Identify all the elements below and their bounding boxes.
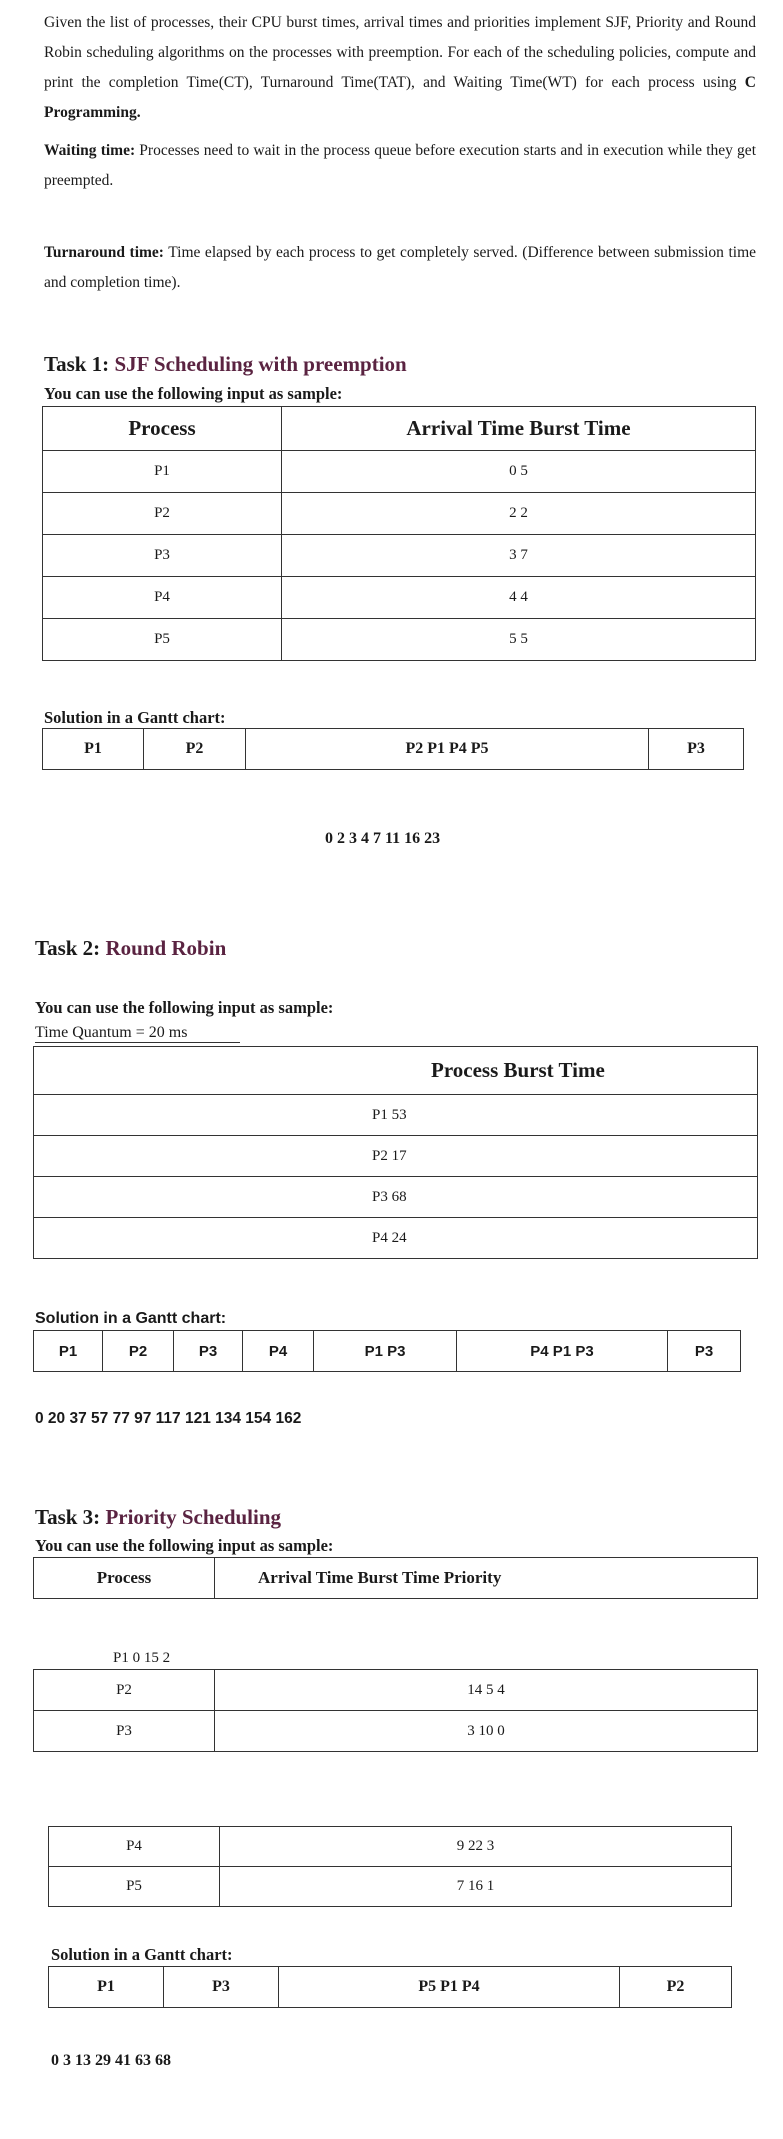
task3-row-p4-process: P4 — [49, 1827, 220, 1867]
task3-table-a — [33, 1669, 758, 1752]
task1-heading — [44, 352, 407, 377]
task2-title: Round Robin — [105, 936, 227, 960]
task2-header: Process Burst Time — [34, 1047, 758, 1095]
task1-row2-values: 2 2 — [282, 493, 756, 535]
task3-gantt-chart — [48, 1966, 732, 2008]
table-row — [34, 1711, 758, 1752]
turnaround-paragraph — [44, 238, 756, 298]
table-row — [34, 1136, 758, 1177]
task1-solution-label: Solution in a Gantt chart: — [44, 708, 226, 727]
gantt-cell: P1 — [34, 1331, 103, 1371]
task2-gantt-times: 0 20 37 57 77 97 117 121 134 154 162 — [35, 1410, 302, 1427]
table-row — [43, 577, 756, 619]
task1-row3-values: 3 7 — [282, 535, 756, 577]
task3-title: Priority Scheduling — [105, 1505, 282, 1529]
task3-row-p3-process: P3 — [34, 1711, 215, 1752]
gantt-cell: P2 — [144, 729, 246, 769]
task2-solution-label: Solution in a Gantt chart: — [35, 1310, 227, 1327]
task3-loose-row: P1 0 15 2 — [113, 1650, 171, 1666]
task3-row-p3-values: 3 10 0 — [215, 1711, 758, 1752]
task2-label: Task 2: — [35, 936, 106, 960]
task2-time-quantum: Time Quantum = 20 ms — [35, 1024, 240, 1043]
task3-gantt-times: 0 3 13 29 41 63 68 — [51, 2052, 171, 2069]
gantt-cell: P3 — [687, 740, 705, 757]
task3-row-p4-values: 9 22 3 — [220, 1827, 732, 1867]
task1-row4-values: 4 4 — [282, 577, 756, 619]
turnaround-label: Turnaround time: — [44, 244, 164, 261]
task3-sample-label: You can use the following input as sample: — [35, 1536, 334, 1555]
task3-header-process: Process — [34, 1558, 215, 1599]
task1-table — [42, 406, 756, 661]
table-row — [34, 1670, 758, 1711]
intro-text: Given the list of processes, their CPU burst times, arrival times and priorities implement SJF, Priority and Round Robin scheduling algorithms on the processes with preemption. For each of the scheduling policies, compute and print the completion Time(CT), Turnaround Time(TAT), and Waiting Time(WT) for each process using — [44, 14, 756, 91]
task3-header-row — [34, 1558, 758, 1599]
table-row — [43, 493, 756, 535]
task1-row2-process: P2 — [43, 493, 282, 535]
task1-row1-process: P1 — [43, 451, 282, 493]
waiting-time-text: Processes need to wait in the process queue before execution starts and in execution while they get preempted. — [44, 142, 756, 189]
task2-row4: P4 24 — [34, 1218, 758, 1259]
gantt-cell: P2 P1 P4 P5 — [246, 729, 649, 769]
task1-row1-values: 0 5 — [282, 451, 756, 493]
turnaround-text: Time elapsed by each process to get completely served. (Difference between submission time and completion time). — [44, 244, 757, 291]
gantt-cell: P4 — [243, 1331, 314, 1371]
task3-row-p2-process: P2 — [34, 1670, 215, 1711]
task2-sample-label: You can use the following input as sample: — [35, 998, 334, 1017]
table-row — [34, 1177, 758, 1218]
gantt-cell: P1 P3 — [314, 1331, 457, 1371]
task2-gantt-chart — [33, 1330, 741, 1372]
gantt-cell: P1 — [43, 729, 144, 769]
table-row — [49, 1867, 732, 1907]
task1-sample-label: You can use the following input as sample: — [44, 384, 343, 403]
table-row — [43, 619, 756, 661]
waiting-time-paragraph — [44, 136, 756, 196]
gantt-cell: P2 — [103, 1331, 174, 1371]
task1-label: Task 1: — [44, 352, 115, 376]
task2-row1: P1 53 — [34, 1095, 758, 1136]
task1-header-row — [43, 407, 756, 451]
task2-heading — [35, 936, 226, 961]
task3-row-p2-values: 14 5 4 — [215, 1670, 758, 1711]
task1-gantt-chart — [42, 728, 744, 770]
task1-row4-process: P4 — [43, 577, 282, 619]
gantt-cell: P4 P1 P3 — [457, 1331, 668, 1371]
task2-row3: P3 68 — [34, 1177, 758, 1218]
task3-label: Task 3: — [35, 1505, 106, 1529]
task3-table-b — [48, 1826, 732, 1907]
task3-solution-label: Solution in a Gantt chart: — [51, 1945, 233, 1964]
task3-header-values: Arrival Time Burst Time Priority — [215, 1558, 758, 1599]
table-row — [49, 1827, 732, 1867]
task2-header-row — [34, 1047, 758, 1095]
task1-row3-process: P3 — [43, 535, 282, 577]
intro-language: C Programming. — [44, 74, 756, 121]
waiting-time-label: Waiting time: — [44, 142, 136, 159]
gantt-cell: P1 — [49, 1967, 164, 2007]
gantt-cell: P3 — [164, 1967, 279, 2007]
task3-header-table — [33, 1557, 758, 1599]
table-row — [43, 451, 756, 493]
task1-row5-values: 5 5 — [282, 619, 756, 661]
task1-row5-process: P5 — [43, 619, 282, 661]
table-row — [34, 1095, 758, 1136]
table-row — [43, 535, 756, 577]
task1-header-process: Process — [43, 407, 282, 451]
task3-row-p5-values: 7 16 1 — [220, 1867, 732, 1907]
gantt-cell: P3 — [694, 1342, 714, 1360]
task2-table — [33, 1046, 758, 1259]
task3-row-p5-process: P5 — [49, 1867, 220, 1907]
gantt-cell: P2 — [666, 1978, 685, 1995]
gantt-cell: P3 — [174, 1331, 243, 1371]
table-row — [34, 1218, 758, 1259]
task2-row2: P2 17 — [34, 1136, 758, 1177]
task1-gantt-times: 0 2 3 4 7 11 16 23 — [325, 830, 441, 847]
gantt-cell: P5 P1 P4 — [279, 1967, 620, 2007]
intro-paragraph — [44, 8, 756, 128]
task1-title: SJF Scheduling with preemption — [114, 352, 407, 376]
task3-heading — [35, 1505, 281, 1530]
task1-header-times: Arrival Time Burst Time — [282, 407, 756, 451]
